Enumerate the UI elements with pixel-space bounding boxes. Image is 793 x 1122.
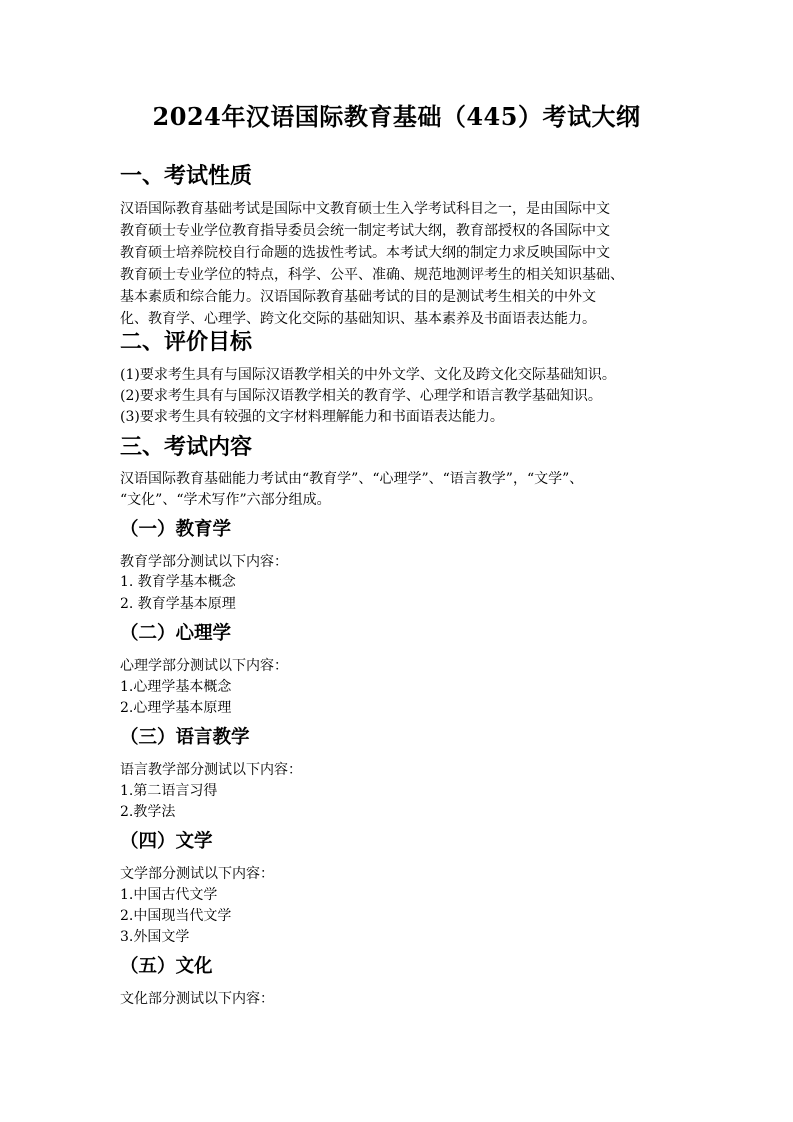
evaluation-goal-item: (3)要求考生具有较强的文字材料理解能力和书面语表达能力。 bbox=[120, 409, 504, 425]
list-item: 1. 教育学基本概念 bbox=[120, 574, 236, 590]
paragraph-line: 教育硕士培养院校自行命题的选拔性考试。本考试大纲的制定力求反映国际中文 bbox=[120, 245, 610, 261]
subsection-intro: 文化部分测试以下内容： bbox=[120, 991, 274, 1007]
subsection-heading-culture: （五）文化 bbox=[120, 956, 213, 977]
evaluation-goal-item: (2)要求考生具有与国际汉语教学相关的教育学、心理学和语言教学基础知识。 bbox=[120, 388, 602, 404]
subsection-intro: 心理学部分测试以下内容： bbox=[120, 658, 288, 674]
list-item: 2.心理学基本原理 bbox=[120, 700, 232, 716]
subsection-heading-language-teaching: （三）语言教学 bbox=[120, 727, 250, 748]
list-item: 1.中国古代文学 bbox=[120, 887, 218, 903]
evaluation-goal-item: (1)要求考生具有与国际汉语教学相关的中外文学、文化及跨文化交际基础知识。 bbox=[120, 367, 616, 383]
subsection-heading-literature: （四）文学 bbox=[120, 831, 213, 852]
paragraph-line: “文化”、“学术写作”六部分组成。 bbox=[120, 492, 331, 508]
list-item: 2.中国现当代文学 bbox=[120, 908, 232, 924]
paragraph-line: 基本素质和综合能力。汉语国际教育基础考试的目的是测试考生相关的中外文 bbox=[120, 289, 596, 305]
list-item: 1.心理学基本概念 bbox=[120, 679, 232, 695]
section-heading-exam-content: 三、考试内容 bbox=[120, 435, 253, 460]
document-title: 2024年汉语国际教育基础（445）考试大纲 bbox=[152, 102, 641, 131]
paragraph-line: 汉语国际教育基础考试是国际中文教育硕士生入学考试科目之一，是由国际中文 bbox=[120, 201, 610, 217]
paragraph-line: 化、教育学、心理学、跨文化交际的基础知识、基本素养及书面语表达能力。 bbox=[120, 311, 596, 327]
paragraph-line: 教育硕士专业学位教育指导委员会统一制定考试大纲，教育部授权的各国际中文 bbox=[120, 223, 610, 239]
section-paragraph-exam-nature bbox=[120, 198, 676, 330]
list-item: 2. 教育学基本原理 bbox=[120, 596, 236, 612]
list-item: 2.教学法 bbox=[120, 804, 176, 820]
paragraph-line: 汉语国际教育基础能力考试由“教育学”、“心理学”、“语言教学”，“文学”、 bbox=[120, 471, 584, 487]
paragraph-line: 教育硕士专业学位的特点，科学、公平、准确、规范地测评考生的相关知识基础、 bbox=[120, 267, 624, 283]
subsection-heading-pedagogy: （一）教育学 bbox=[120, 519, 232, 540]
subsection-intro: 教育学部分测试以下内容： bbox=[120, 554, 288, 570]
list-item: 1.第二语言习得 bbox=[120, 783, 218, 799]
subsection-intro: 语言教学部分测试以下内容： bbox=[120, 762, 302, 778]
subsection-intro: 文学部分测试以下内容： bbox=[120, 866, 274, 882]
subsection-heading-psychology: （二）心理学 bbox=[120, 623, 232, 644]
list-item: 3.外国文学 bbox=[120, 929, 190, 945]
section-heading-exam-nature: 一、考试性质 bbox=[120, 164, 253, 189]
section-heading-evaluation-goals: 二、评价目标 bbox=[120, 330, 253, 355]
